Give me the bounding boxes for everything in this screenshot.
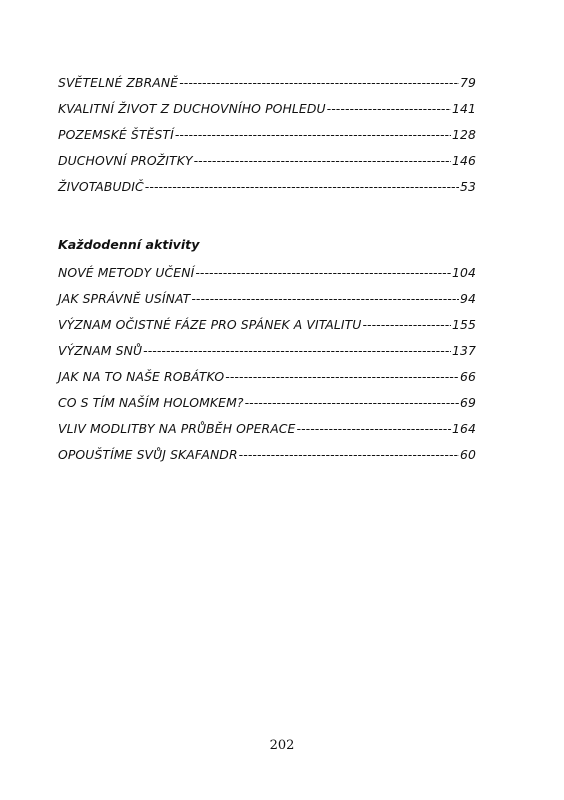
toc-entry — [58, 442, 476, 468]
toc-entry-page: 79 — [460, 75, 476, 90]
toc-entry-page: 146 — [452, 153, 476, 168]
toc-dot-leader — [175, 122, 451, 148]
toc-entry — [58, 416, 476, 442]
toc-entry-title: KVALITNÍ ŽIVOT Z DUCHOVNÍHO POHLEDU — [58, 101, 326, 116]
toc-entry — [58, 312, 476, 338]
toc-dot-leader — [143, 338, 451, 364]
toc-entry-title: OPOUŠTÍME SVŮJ SKAFANDR — [58, 447, 238, 462]
toc-entry — [58, 260, 476, 286]
toc-entry-page: 69 — [460, 395, 476, 410]
toc-entry-title: ŽIVOTABUDIČ — [58, 179, 144, 194]
toc-entry — [58, 70, 476, 96]
toc-entry-title: POZEMSKÉ ŠTĚSTÍ — [58, 127, 174, 142]
toc-dot-leader — [362, 312, 451, 338]
toc-dot-leader — [297, 416, 452, 442]
toc-dot-leader — [195, 260, 451, 286]
toc-entry-title: JAK SPRÁVNĚ USÍNAT — [58, 291, 191, 306]
toc-entry-title: VÝZNAM SNŮ — [58, 343, 143, 358]
toc-entry — [58, 338, 476, 364]
toc-dot-leader — [179, 70, 459, 96]
toc-dot-leader — [239, 442, 459, 468]
toc-entry-page: 164 — [452, 421, 476, 436]
toc-entry — [58, 390, 476, 416]
page-number: 202 — [269, 738, 295, 753]
toc-list-top — [58, 70, 476, 200]
toc-dot-leader — [194, 148, 451, 174]
toc-dot-leader — [245, 390, 459, 416]
toc-entry-title: VLIV MODLITBY NA PRŮBĚH OPERACE — [58, 421, 296, 436]
toc-section — [58, 232, 476, 468]
toc-entry-title: CO S TÍM NAŠÍM HOLOMKEM? — [58, 395, 244, 410]
toc-entry-page: 137 — [452, 343, 476, 358]
toc-dot-leader — [225, 364, 459, 390]
toc-entry-title: DUCHOVNÍ PROŽITKY — [58, 153, 193, 168]
toc-entry-page: 155 — [452, 317, 476, 332]
toc-dot-leader — [145, 174, 459, 200]
toc-entry — [58, 286, 476, 312]
toc-dot-leader — [191, 286, 459, 312]
toc-entry-title: SVĚTELNÉ ZBRANĚ — [58, 75, 179, 90]
toc-entry-page: 94 — [460, 291, 476, 306]
toc-entry-page: 141 — [452, 101, 476, 116]
toc-entry-page: 60 — [460, 447, 476, 462]
toc-entry-page: 66 — [460, 369, 476, 384]
toc-entry — [58, 364, 476, 390]
toc-entry-title: NOVÉ METODY UČENÍ — [58, 265, 195, 280]
section-heading: Každodenní aktivity — [58, 237, 200, 252]
toc-entry — [58, 148, 476, 174]
toc-entry — [58, 96, 476, 122]
toc-entry-page: 104 — [452, 265, 476, 280]
toc-entry — [58, 174, 476, 200]
toc-entry-title: JAK NA TO NAŠE ROBÁTKO — [58, 369, 225, 384]
toc-entry — [58, 122, 476, 148]
toc-entry-title: VÝZNAM OČISTNÉ FÁZE PRO SPÁNEK A VITALITU — [58, 317, 362, 332]
toc-dot-leader — [327, 96, 451, 122]
toc-entry-page: 128 — [452, 127, 476, 142]
toc-entry-page: 53 — [460, 179, 476, 194]
